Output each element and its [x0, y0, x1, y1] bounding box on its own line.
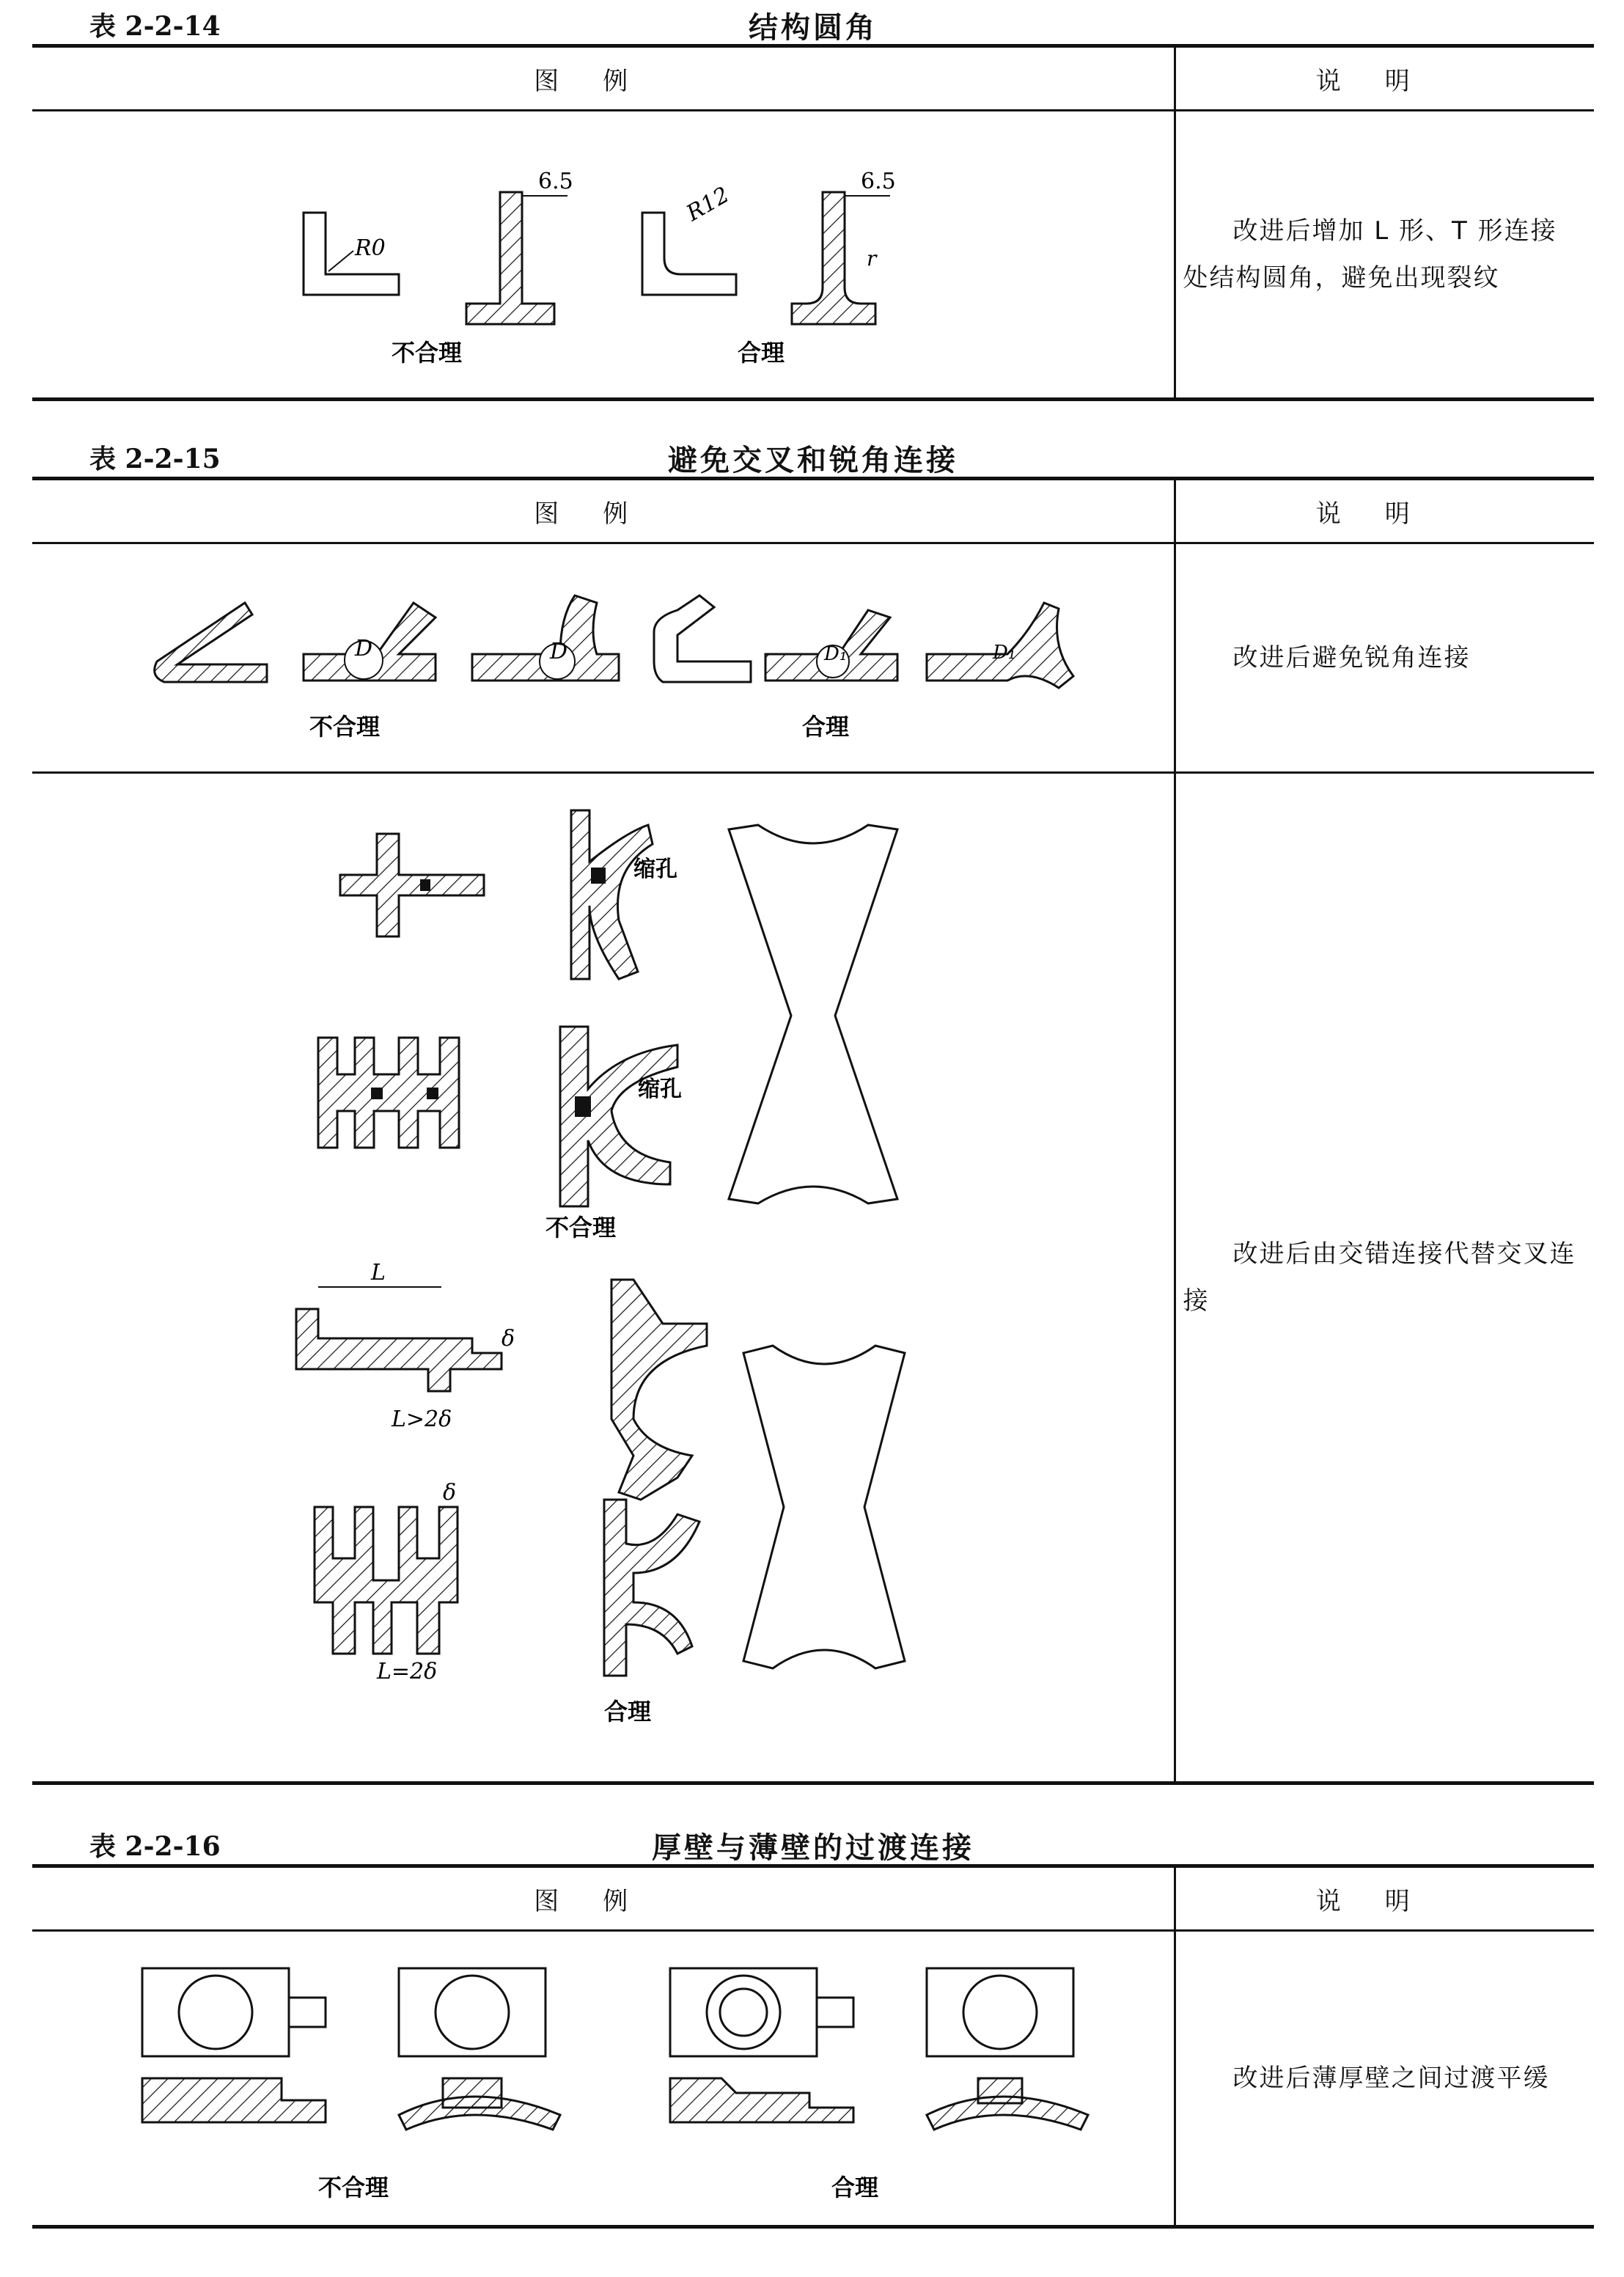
table-2-2-14: [32, 0, 1594, 401]
figure-cell: [32, 1931, 1175, 2227]
table: [32, 477, 1594, 1785]
table: [32, 44, 1594, 401]
table-title: 结构圆角: [749, 11, 878, 45]
boss-top-good-2: [927, 1968, 1073, 2056]
fillet-figure: [32, 111, 1175, 397]
v-shape-good: [654, 595, 751, 682]
table-number: 表 2-2-15: [89, 444, 221, 474]
label-6-5-second: 6.5: [861, 169, 896, 194]
label-l-gt-2delta: L>2δ: [392, 1407, 452, 1432]
label-bad: 不合理: [392, 339, 463, 367]
label-bad: 不合理: [309, 713, 381, 741]
offset-joint: [296, 1309, 501, 1391]
column-header-description: 说明: [1175, 46, 1594, 111]
table-caption: [32, 1820, 1594, 1864]
figure-cell-acute: [32, 543, 1175, 773]
column-header-description: 说明: [1175, 1866, 1594, 1931]
table-title: 避免交叉和锐角连接: [668, 444, 958, 477]
column-header-figure: 图例: [32, 1866, 1175, 1931]
label-good: 合理: [738, 339, 785, 367]
label-delta-1: δ: [501, 1326, 515, 1352]
acute-angle-figure: [32, 544, 1175, 771]
figure-cell-cross: [32, 773, 1175, 1783]
wall-transition-figure: [32, 1932, 1175, 2225]
column-header-figure: 图例: [32, 46, 1175, 111]
label-shrink-hole-2: 缩孔: [638, 1077, 682, 1102]
table-2-2-16: [32, 1820, 1594, 2229]
label-r: r: [867, 246, 877, 271]
x-bracket-bad: [729, 825, 897, 1203]
v-shape-bad: [155, 603, 267, 682]
label-good: 合理: [802, 713, 850, 741]
table-number: 表 2-2-14: [89, 11, 221, 42]
description-acute: 改进后避免锐角连接: [1175, 543, 1594, 773]
label-good: 合理: [831, 2174, 879, 2201]
label-d-2: D: [550, 639, 568, 664]
description: 改进后增加 L 形、T 形连接处结构圆角，避免出现裂纹: [1175, 111, 1594, 400]
k-bad-1: [571, 810, 653, 979]
label-r0: R0: [355, 235, 386, 261]
label-shrink-hole-1: 缩孔: [633, 857, 677, 882]
label-6-5-first: 6.5: [538, 169, 573, 194]
figure-cell: [32, 111, 1175, 400]
column-header-figure: 图例: [32, 479, 1175, 543]
boss-section-bad-1: [142, 2078, 326, 2122]
label-l-eq-2delta: L=2δ: [377, 1659, 438, 1684]
table-caption: [32, 0, 1594, 44]
x-bracket-good: [743, 1346, 905, 1668]
cross-bad: [340, 834, 484, 936]
label-r12: R12: [682, 182, 734, 227]
cross-joint-figure: [32, 774, 1175, 1781]
table: [32, 1864, 1594, 2229]
boss-section-good-1: [670, 2078, 853, 2122]
description: 改进后薄厚壁之间过渡平缓: [1175, 1931, 1594, 2227]
label-d1-2: D₁: [993, 642, 1016, 664]
label-bad: 不合理: [545, 1214, 617, 1242]
boss-top-bad-2: [399, 1968, 545, 2056]
label-l: L: [371, 1260, 386, 1286]
description-cross: 改进后由交错连接代替交叉连接: [1175, 773, 1594, 1783]
comb-good: [315, 1507, 458, 1654]
table-number: 表 2-2-16: [89, 1831, 221, 1862]
label-delta-2: δ: [443, 1480, 457, 1506]
k-good: [604, 1500, 699, 1676]
label-good: 合理: [604, 1698, 652, 1726]
table-2-2-15: [32, 433, 1594, 1785]
boss-top-good-1: [670, 1968, 817, 2056]
t-shape-good: [792, 192, 875, 324]
curved-joint-good: [611, 1280, 707, 1500]
label-d-1: D: [355, 636, 373, 661]
label-bad: 不合理: [318, 2174, 389, 2201]
boss-top-bad-1: [142, 1968, 289, 2056]
label-d1-1: D₁: [824, 643, 848, 665]
t-shape-bad: [466, 192, 554, 324]
table-title: 厚壁与薄壁的过渡连接: [652, 1831, 974, 1865]
column-header-description: 说明: [1175, 479, 1594, 543]
table-caption: [32, 433, 1594, 477]
l-shape-round: [642, 213, 736, 295]
